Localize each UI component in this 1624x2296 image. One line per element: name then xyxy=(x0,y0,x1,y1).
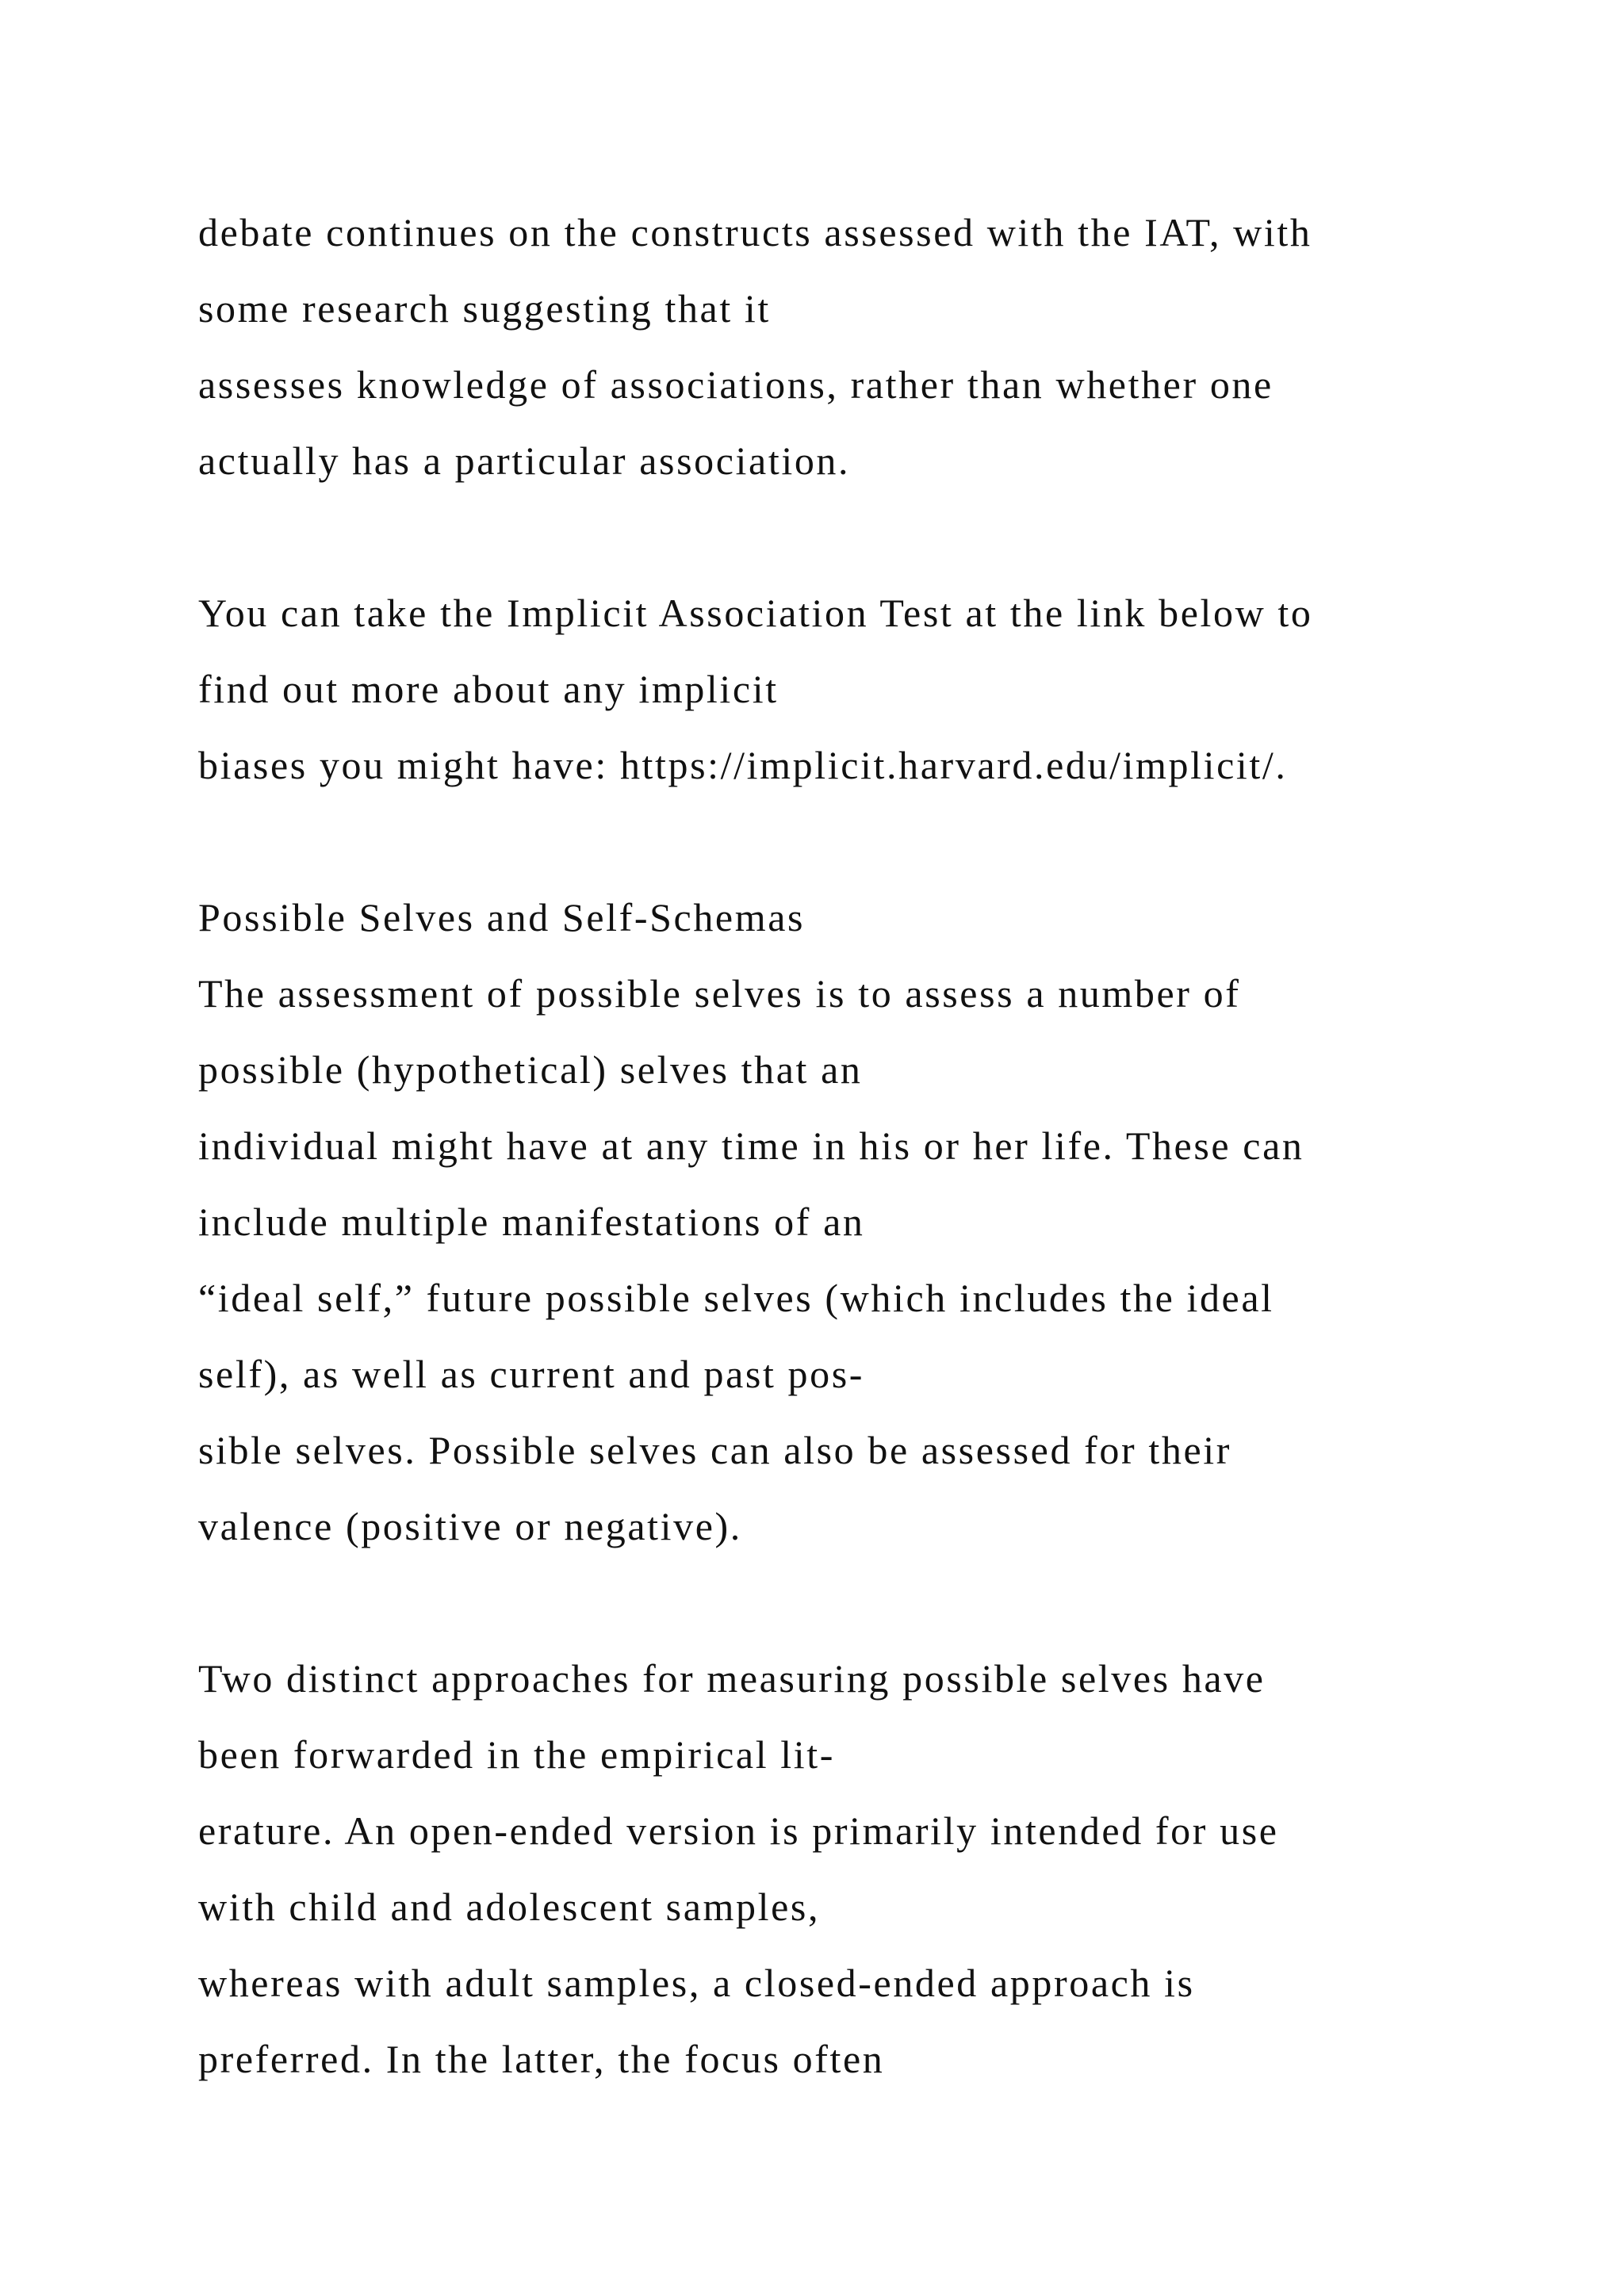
text-line: preferred. In the latter, the focus often xyxy=(198,2037,885,2081)
text-line: Two distinct approaches for measuring possible selves have xyxy=(198,1656,1266,1701)
text-line: some research suggesting that it xyxy=(198,286,771,331)
paragraph-iat-debate xyxy=(198,194,1546,499)
section-heading: Possible Selves and Self-Schemas xyxy=(198,895,806,939)
text-line: erature. An open-ended version is primarily intended for use xyxy=(198,1808,1279,1853)
text-line: with child and adolescent samples, xyxy=(198,1885,821,1929)
text-line: find out more about any implicit xyxy=(198,667,779,711)
paragraph-measurement-approaches xyxy=(198,1640,1546,2097)
text-line: self), as well as current and past pos- xyxy=(198,1352,865,1396)
text-line: actually has a particular association. xyxy=(198,438,851,483)
text-line: possible (hypothetical) selves that an xyxy=(198,1047,863,1092)
paragraph-spacer xyxy=(198,803,1546,879)
text-line: include multiple manifestations of an xyxy=(198,1200,865,1244)
text-line: debate continues on the constructs assessed with the IAT, with xyxy=(198,210,1312,254)
text-line: You can take the Implicit Association Test at the link below to xyxy=(198,591,1313,635)
text-line: been forwarded in the empirical lit- xyxy=(198,1732,836,1777)
text-line-with-url: biases you might have: https://implicit.harvard.edu/implicit/. xyxy=(198,743,1288,787)
text-line: valence (positive or negative). xyxy=(198,1504,742,1548)
document-body xyxy=(198,194,1546,2097)
paragraph-spacer xyxy=(198,1564,1546,1640)
text-line: assesses knowledge of associations, rather than whether one xyxy=(198,362,1274,407)
text-line: individual might have at any time in his or her life. These can xyxy=(198,1123,1304,1168)
paragraph-iat-link xyxy=(198,575,1546,803)
paragraph-spacer xyxy=(198,499,1546,575)
text-line: sible selves. Possible selves can also be assessed for their xyxy=(198,1428,1231,1472)
paragraph-possible-selves xyxy=(198,955,1546,1564)
text-line: “ideal self,” future possible selves (which includes the ideal xyxy=(198,1276,1274,1320)
text-line: The assessment of possible selves is to assess a number of xyxy=(198,971,1241,1016)
text-line: whereas with adult samples, a closed-ended approach is xyxy=(198,1961,1195,2005)
